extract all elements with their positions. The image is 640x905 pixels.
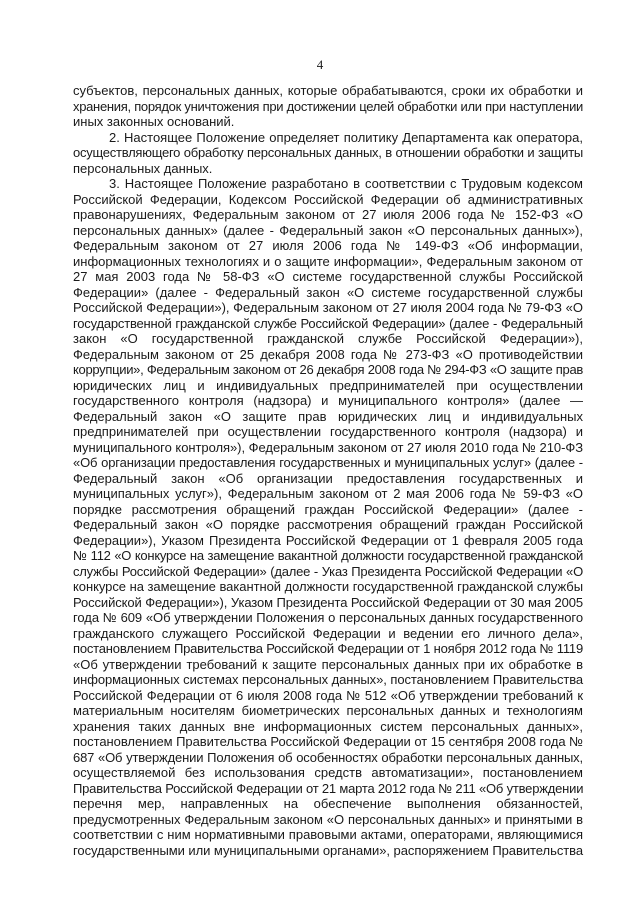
text-line: № 112 «О конкурсе на замещение вакантной должности государственной гражданской xyxy=(73,548,583,563)
text-line: государственными или муниципальными органами», распоряжением Правительства xyxy=(73,842,584,858)
text-line: правонарушениях, Федеральным законом от 27 июля 2006 года № 152-ФЗ «О xyxy=(73,207,583,222)
text-line: соответствии с ним нормативными правовыми актами, операторами, являющимися xyxy=(73,827,583,842)
text-line: Российской Федерации от 6 июля 2008 года № 512 «Об утверждении требований к xyxy=(73,687,583,703)
text-line: службы Российской Федерации» (далее - Указ Президента Российской Федерации «О xyxy=(73,563,583,579)
text-line: юридических лиц и индивидуальных предпринимателей при осуществлении xyxy=(73,377,583,393)
text-line: постановлением Правительства Российской Федерации от 1 ноября 2012 года № 1119 xyxy=(73,641,583,656)
text-line: Российской Федерации»), Указом Президента Российской Федерации от 30 мая 2005 xyxy=(73,594,583,610)
text-line: Федеральным законом от 25 декабря 2008 года № 273-ФЗ «О противодействии xyxy=(73,346,583,362)
text-line: муниципального контроля»), Федеральным законом от 27 июля 2010 года № 210-ФЗ xyxy=(73,439,583,455)
text-line: Российской Федерации»), Федеральным законом от 27 июля 2004 года № 79-ФЗ «О xyxy=(73,300,583,315)
text-line: осуществляющего обработку персональных данных, в отношении обработки и защиты xyxy=(73,145,583,160)
text-line: государственного контроля (надзора) и муниципального контроля» (далее — xyxy=(73,393,583,408)
text-line: персональных данных» (далее - Федеральный закон «О персональных данных»), xyxy=(73,222,583,238)
text-line: государственной гражданской службе Российской Федерации» (далее - Федеральный xyxy=(73,315,583,331)
text-line: Правительства Российской Федерации от 21 марта 2012 года № 211 «Об утверждении xyxy=(73,780,584,796)
text-line: Федеральный закон «Об организации предоставления государственных и xyxy=(73,470,583,486)
text-line: Федеральным законом от 27 июля 2006 года № 149-ФЗ «Об информации, xyxy=(73,238,583,253)
text-line: «Об утверждении требований к защите персональных данных при их обработке в xyxy=(73,656,583,672)
text-line: материальным носителям биометрических персональных данных и технологиям xyxy=(73,703,583,718)
text-line: постановлением Правительства Российской Федерации от 15 сентября 2008 года № xyxy=(73,734,583,749)
text-line: 3. Настоящее Положение разработано в соответствии с Трудовым кодексом xyxy=(109,176,583,191)
text-line: Федерации»), Указом Президента Российской Федерации от 1 февраля 2005 года xyxy=(73,532,583,548)
text-line: Федеральный закон «О порядке рассмотрения обращений граждан Российской xyxy=(73,517,583,532)
text-line: информационных системах персональных данных», постановлением Правительства xyxy=(73,672,583,687)
text-line: предусмотренных Федеральным законом «О персональных данных» и принятыми в xyxy=(73,811,583,827)
text-line: порядке рассмотрения обращений граждан Российской Федерации» (далее - xyxy=(73,501,583,517)
text-line: 27 мая 2003 года № 58-ФЗ «О системе государственной службы Российской xyxy=(73,269,583,284)
text-line: иных законных оснований. xyxy=(73,114,235,129)
text-line: Федеральный закон «О защите прав юридических лиц и индивидуальных xyxy=(73,408,583,424)
text-line: субъектов, персональных данных, которые обрабатываются, сроки их обработки и xyxy=(73,83,583,98)
text-line: хранения таких данных вне информационных систем персональных данных», xyxy=(73,718,583,734)
page-number: 4 xyxy=(316,57,324,72)
text-line: персональных данных. xyxy=(73,160,213,176)
text-line: коррупции», Федеральным законом от 26 декабря 2008 года № 294-ФЗ «О защите прав xyxy=(73,362,583,377)
text-line: гражданского служащего Российской Федерации и ведении его личного дела», xyxy=(73,625,583,641)
text-line: предпринимателей при осуществлении государственного контроля (надзора) и xyxy=(73,424,583,439)
text-line: 687 «Об утверждении Положения об особенностях обработки персональных данных, xyxy=(73,749,583,765)
document-body xyxy=(73,83,583,858)
text-line: конкурсе на замещение вакантной должности государственной гражданской службы xyxy=(73,579,583,594)
text-line: Федерации» (далее - Федеральный закон «О системе государственной службы xyxy=(73,284,583,300)
text-line: «Об организации предоставления государственных и муниципальных услуг» (далее - xyxy=(73,455,583,470)
text-line: закон «О государственной гражданской службе Российской Федерации»), xyxy=(73,331,583,346)
text-line: года № 609 «Об утверждении Положения о персональных данных государственного xyxy=(73,610,583,625)
text-line: Российской Федерации, Кодексом Российской Федерации об административных xyxy=(73,191,583,207)
text-line: информационных технологиях и о защите информации», Федеральным законом от xyxy=(73,253,583,269)
text-line: муниципальных услуг»), Федеральным законом от 2 мая 2006 года № 59-ФЗ «О xyxy=(73,486,583,501)
text-line: хранения, порядок уничтожения при достижении целей обработки или при наступлении xyxy=(73,98,583,114)
text-line: 2. Настоящее Положение определяет политику Департамента как оператора, xyxy=(109,129,583,145)
text-line: осуществляемой без использования средств автоматизации», постановлением xyxy=(73,765,583,780)
text-line: перечня мер, направленных на обеспечение выполнения обязанностей, xyxy=(73,796,583,811)
